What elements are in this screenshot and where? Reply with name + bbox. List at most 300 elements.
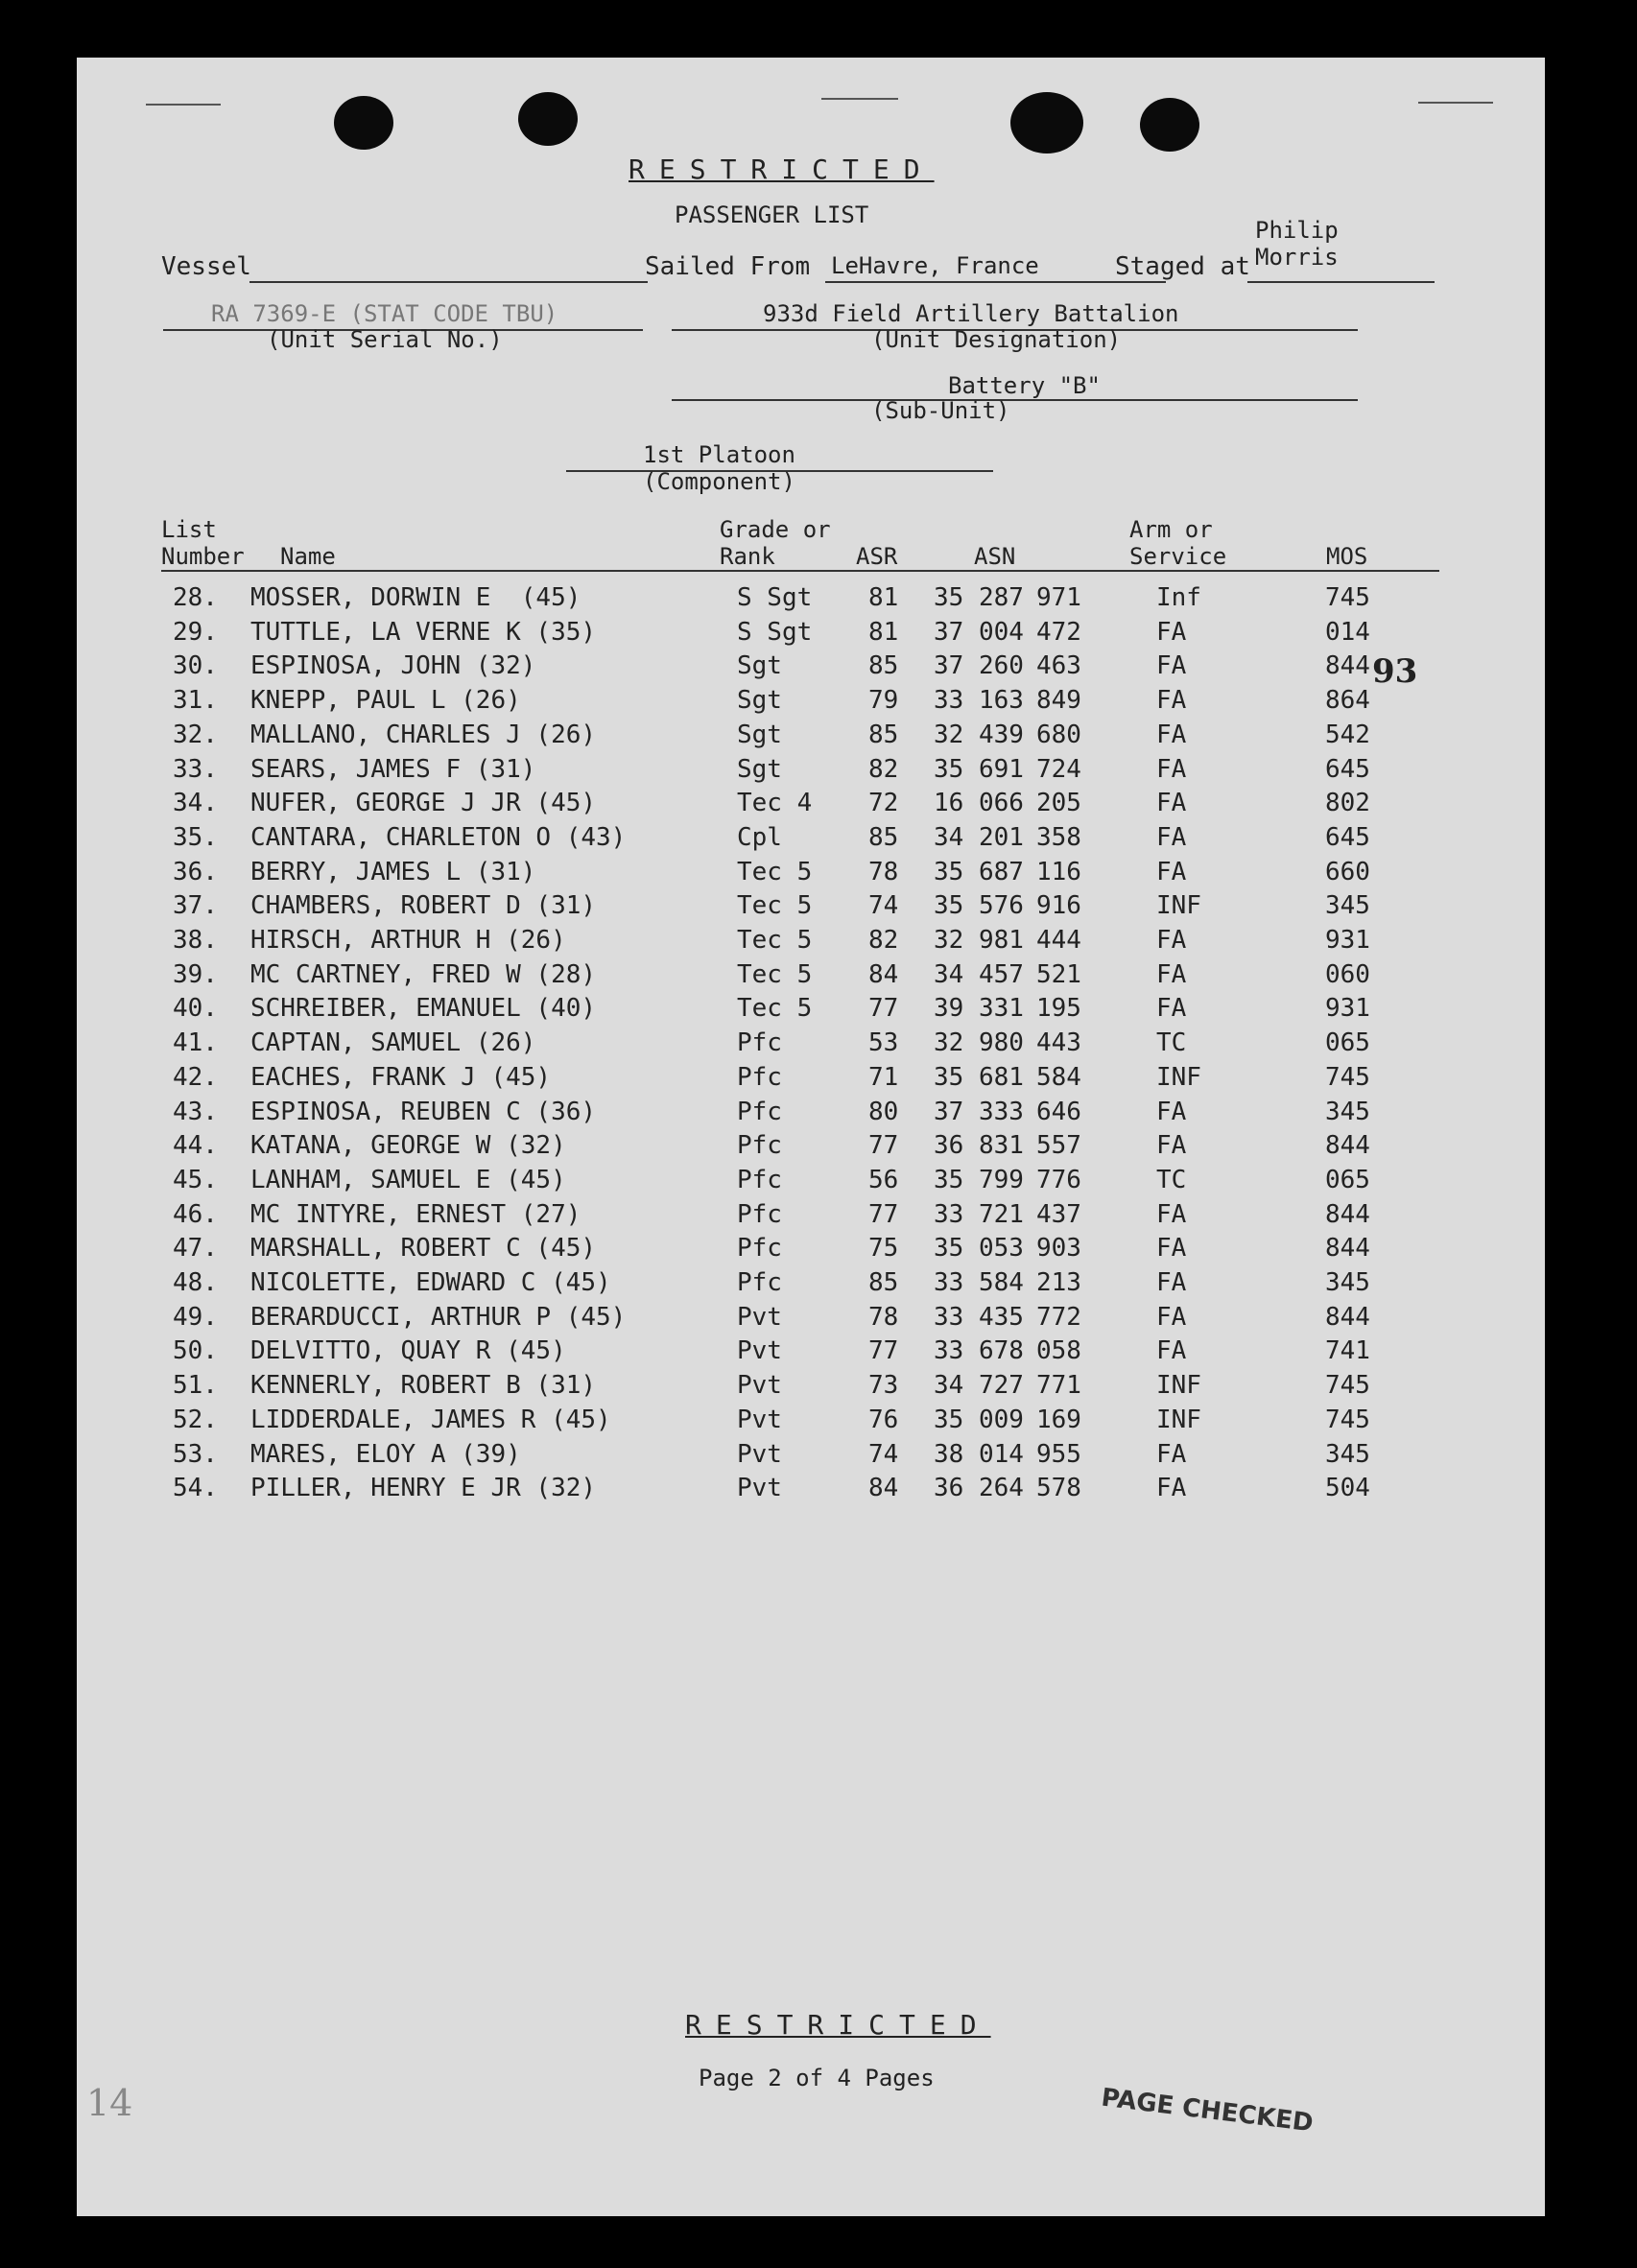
passenger-name: KNEPP, PAUL L (26) [250, 686, 521, 716]
asn-part-1: 33 [934, 1336, 964, 1366]
asn-part-2: 435 [979, 1302, 1024, 1332]
list-number: 39. [173, 959, 218, 989]
punch-dash [146, 104, 221, 106]
mos-code: 345 [1325, 1097, 1370, 1126]
asn-part-3: 578 [1036, 1474, 1081, 1503]
vessel-label: Vessel [161, 252, 251, 281]
passenger-name: DELVITTO, QUAY R (45) [250, 1336, 566, 1366]
mos-code: 844 [1325, 1302, 1370, 1332]
asn-part-3: 849 [1036, 686, 1081, 716]
table-row [77, 755, 1545, 793]
passenger-name: LANHAM, SAMUEL E (45) [250, 1165, 566, 1194]
asr-value: 56 [868, 1165, 899, 1194]
mos-code: 660 [1325, 857, 1370, 886]
punch-hole [1010, 92, 1083, 154]
col-grade-1: Grade or [720, 516, 831, 543]
mos-code: 065 [1325, 1165, 1370, 1194]
grade-rank: Pfc [737, 1199, 782, 1229]
passenger-name: ESPINOSA, JOHN (32) [250, 651, 536, 681]
asn-part-2: 333 [979, 1097, 1024, 1126]
list-number: 54. [173, 1474, 218, 1503]
list-number: 49. [173, 1302, 218, 1332]
component-caption: (Component) [643, 468, 795, 495]
asr-value: 85 [868, 1268, 899, 1297]
asn-part-3: 213 [1036, 1268, 1081, 1297]
passenger-name: BERARDUCCI, ARTHUR P (45) [250, 1302, 627, 1332]
asn-part-2: 681 [979, 1062, 1024, 1092]
punch-hole [334, 96, 393, 150]
passenger-name: MARSHALL, ROBERT C (45) [250, 1234, 597, 1264]
table-row [77, 926, 1545, 964]
asn-part-2: 014 [979, 1439, 1024, 1469]
passenger-name: PILLER, HENRY E JR (32) [250, 1474, 597, 1503]
table-row [77, 721, 1545, 759]
punch-hole [1140, 98, 1199, 152]
asn-part-3: 437 [1036, 1199, 1081, 1229]
arm-service: FA [1156, 651, 1187, 681]
list-number: 52. [173, 1405, 218, 1434]
arm-service: FA [1156, 1302, 1187, 1332]
list-number: 33. [173, 754, 218, 784]
list-number: 41. [173, 1028, 218, 1058]
asn-part-3: 971 [1036, 583, 1081, 612]
grade-rank: Tec 5 [737, 891, 813, 921]
asr-value: 74 [868, 1439, 899, 1469]
asn-part-3: 772 [1036, 1302, 1081, 1332]
arm-service: FA [1156, 720, 1187, 749]
passenger-name: EACHES, FRANK J (45) [250, 1062, 552, 1092]
mos-code: 931 [1325, 926, 1370, 955]
arm-service: FA [1156, 1439, 1187, 1469]
asn-part-3: 724 [1036, 754, 1081, 784]
table-row [77, 823, 1545, 862]
header-rule [161, 570, 1439, 572]
subunit-line [672, 399, 1358, 401]
list-number: 40. [173, 994, 218, 1024]
component-value: 1st Platoon [643, 441, 795, 468]
passenger-list-sheet [77, 58, 1545, 2216]
mos-code: 802 [1325, 789, 1370, 818]
page-of-pages: Page 2 of 4 Pages [699, 2065, 935, 2091]
asn-part-1: 37 [934, 651, 964, 681]
staged-at-value-1: Philip [1255, 217, 1339, 244]
arm-service: FA [1156, 617, 1187, 647]
page-number: 93 [1372, 652, 1418, 691]
asn-part-3: 169 [1036, 1405, 1081, 1434]
asn-part-1: 37 [934, 617, 964, 647]
asr-value: 77 [868, 1131, 899, 1161]
table-row [77, 1371, 1545, 1409]
mos-code: 504 [1325, 1474, 1370, 1503]
table-row [77, 1166, 1545, 1204]
grade-rank: Pfc [737, 1234, 782, 1264]
table-row [77, 651, 1545, 690]
grade-rank: Pvt [737, 1405, 782, 1434]
sailed-field-line [825, 281, 1166, 283]
asn-part-3: 955 [1036, 1439, 1081, 1469]
asr-value: 78 [868, 1302, 899, 1332]
asn-part-1: 33 [934, 686, 964, 716]
mos-code: 065 [1325, 1028, 1370, 1058]
table-row [77, 1474, 1545, 1512]
mos-code: 844 [1325, 1199, 1370, 1229]
asn-part-2: 053 [979, 1234, 1024, 1264]
mos-code: 345 [1325, 891, 1370, 921]
asn-part-3: 771 [1036, 1371, 1081, 1401]
asn-part-1: 37 [934, 1097, 964, 1126]
asn-part-1: 35 [934, 1405, 964, 1434]
passenger-name: ESPINOSA, REUBEN C (36) [250, 1097, 597, 1126]
asn-part-2: 831 [979, 1131, 1024, 1161]
asn-part-2: 260 [979, 651, 1024, 681]
asn-part-3: 358 [1036, 822, 1081, 852]
asn-part-1: 35 [934, 1234, 964, 1264]
unit-serial-caption: (Unit Serial No.) [267, 326, 503, 353]
asr-value: 79 [868, 686, 899, 716]
arm-service: FA [1156, 1336, 1187, 1366]
asr-value: 81 [868, 617, 899, 647]
asn-part-3: 444 [1036, 926, 1081, 955]
table-row [77, 960, 1545, 999]
asn-part-3: 443 [1036, 1028, 1081, 1058]
asn-part-1: 32 [934, 1028, 964, 1058]
passenger-name: LIDDERDALE, JAMES R (45) [250, 1405, 611, 1434]
grade-rank: Sgt [737, 720, 782, 749]
asn-part-3: 521 [1036, 959, 1081, 989]
asn-part-3: 680 [1036, 720, 1081, 749]
mos-code: 345 [1325, 1268, 1370, 1297]
asr-value: 77 [868, 994, 899, 1024]
asr-value: 74 [868, 891, 899, 921]
passenger-name: KENNERLY, ROBERT B (31) [250, 1371, 597, 1401]
mos-code: 745 [1325, 583, 1370, 612]
asn-part-2: 727 [979, 1371, 1024, 1401]
passenger-name: NUFER, GEORGE J JR (45) [250, 789, 597, 818]
asr-value: 81 [868, 583, 899, 612]
list-number: 46. [173, 1199, 218, 1229]
asr-value: 77 [868, 1199, 899, 1229]
asn-part-2: 584 [979, 1268, 1024, 1297]
grade-rank: S Sgt [737, 617, 813, 647]
asn-part-2: 678 [979, 1336, 1024, 1366]
asn-part-1: 35 [934, 857, 964, 886]
passenger-name: MALLANO, CHARLES J (26) [250, 720, 597, 749]
list-number: 43. [173, 1097, 218, 1126]
asn-part-2: 201 [979, 822, 1024, 852]
arm-service: Inf [1156, 583, 1201, 612]
table-row [77, 1098, 1545, 1136]
list-number: 45. [173, 1165, 218, 1194]
passenger-name: CHAMBERS, ROBERT D (31) [250, 891, 597, 921]
punch-hole [518, 92, 578, 146]
staged-at-label: Staged at [1115, 252, 1250, 281]
arm-service: INF [1156, 891, 1201, 921]
asn-part-3: 646 [1036, 1097, 1081, 1126]
subunit-caption: (Sub-Unit) [871, 397, 1010, 424]
asn-part-2: 721 [979, 1199, 1024, 1229]
passenger-name: MARES, ELOY A (39) [250, 1439, 521, 1469]
table-row [77, 1336, 1545, 1375]
asn-part-1: 35 [934, 1165, 964, 1194]
asn-part-2: 981 [979, 926, 1024, 955]
arm-service: FA [1156, 754, 1187, 784]
col-list-number-2: Number [161, 543, 245, 570]
table-row [77, 994, 1545, 1032]
grade-rank: Tec 4 [737, 789, 813, 818]
unit-designation-caption: (Unit Designation) [871, 326, 1122, 353]
mos-code: 844 [1325, 1131, 1370, 1161]
passenger-name: NICOLETTE, EDWARD C (45) [250, 1268, 611, 1297]
grade-rank: Tec 5 [737, 926, 813, 955]
passenger-name: BERRY, JAMES L (31) [250, 857, 536, 886]
handwritten-mark: 14 [86, 2082, 133, 2124]
list-number: 36. [173, 857, 218, 886]
asn-part-3: 472 [1036, 617, 1081, 647]
table-row [77, 1303, 1545, 1341]
mos-code: 844 [1325, 1234, 1370, 1264]
arm-service: TC [1156, 1165, 1187, 1194]
asn-part-3: 058 [1036, 1336, 1081, 1366]
table-row [77, 858, 1545, 896]
mos-code: 345 [1325, 1439, 1370, 1469]
asr-value: 76 [868, 1405, 899, 1434]
col-grade-2: Rank [720, 543, 775, 570]
passenger-name: MC CARTNEY, FRED W (28) [250, 959, 597, 989]
asn-part-2: 687 [979, 857, 1024, 886]
asn-part-1: 38 [934, 1439, 964, 1469]
table-row [77, 1406, 1545, 1444]
col-name: Name [280, 543, 336, 570]
asr-value: 71 [868, 1062, 899, 1092]
asn-part-3: 116 [1036, 857, 1081, 886]
asn-part-3: 584 [1036, 1062, 1081, 1092]
arm-service: FA [1156, 994, 1187, 1024]
asn-part-2: 004 [979, 617, 1024, 647]
list-number: 31. [173, 686, 218, 716]
grade-rank: Pfc [737, 1097, 782, 1126]
asr-value: 75 [868, 1234, 899, 1264]
table-row [77, 789, 1545, 827]
table-row [77, 1131, 1545, 1169]
asn-part-2: 009 [979, 1405, 1024, 1434]
asr-value: 82 [868, 926, 899, 955]
arm-service: TC [1156, 1028, 1187, 1058]
passenger-name: MC INTYRE, ERNEST (27) [250, 1199, 581, 1229]
mos-code: 745 [1325, 1371, 1370, 1401]
asn-part-3: 195 [1036, 994, 1081, 1024]
passenger-name: CAPTAN, SAMUEL (26) [250, 1028, 536, 1058]
asn-part-2: 163 [979, 686, 1024, 716]
grade-rank: Pvt [737, 1302, 782, 1332]
asn-part-1: 34 [934, 1371, 964, 1401]
asn-part-2: 576 [979, 891, 1024, 921]
passenger-list-title: PASSENGER LIST [675, 201, 869, 228]
mos-code: 844 [1325, 651, 1370, 681]
arm-service: FA [1156, 1131, 1187, 1161]
col-asn: ASN [974, 543, 1016, 570]
asn-part-2: 331 [979, 994, 1024, 1024]
table-row [77, 1234, 1545, 1272]
passenger-name: SEARS, JAMES F (31) [250, 754, 536, 784]
asn-part-3: 557 [1036, 1131, 1081, 1161]
subunit-value: Battery "B" [948, 372, 1101, 399]
arm-service: FA [1156, 959, 1187, 989]
asn-part-1: 36 [934, 1474, 964, 1503]
asr-value: 85 [868, 720, 899, 749]
asr-value: 82 [868, 754, 899, 784]
grade-rank: Pvt [737, 1474, 782, 1503]
arm-service: INF [1156, 1062, 1201, 1092]
list-number: 29. [173, 617, 218, 647]
table-row [77, 1440, 1545, 1478]
asn-part-2: 264 [979, 1474, 1024, 1503]
staged-field-line [1247, 281, 1435, 283]
grade-rank: Sgt [737, 686, 782, 716]
asn-part-1: 35 [934, 1062, 964, 1092]
asn-part-1: 35 [934, 583, 964, 612]
grade-rank: Cpl [737, 822, 782, 852]
asn-part-2: 439 [979, 720, 1024, 749]
staged-at-value-2: Morris [1255, 244, 1339, 271]
grade-rank: Pfc [737, 1165, 782, 1194]
grade-rank: Tec 5 [737, 994, 813, 1024]
punch-dash [821, 98, 898, 100]
asn-part-2: 980 [979, 1028, 1024, 1058]
restricted-title: RESTRICTED [629, 154, 935, 185]
mos-code: 060 [1325, 959, 1370, 989]
asr-value: 53 [868, 1028, 899, 1058]
list-number: 34. [173, 789, 218, 818]
table-row [77, 1200, 1545, 1239]
asn-part-1: 35 [934, 754, 964, 784]
arm-service: FA [1156, 857, 1187, 886]
grade-rank: Pvt [737, 1439, 782, 1469]
asn-part-3: 776 [1036, 1165, 1081, 1194]
arm-service: FA [1156, 822, 1187, 852]
asn-part-1: 35 [934, 891, 964, 921]
arm-service: FA [1156, 926, 1187, 955]
col-asr: ASR [856, 543, 898, 570]
asr-value: 78 [868, 857, 899, 886]
mos-code: 014 [1325, 617, 1370, 647]
arm-service: INF [1156, 1405, 1201, 1434]
grade-rank: Tec 5 [737, 959, 813, 989]
grade-rank: Pvt [737, 1371, 782, 1401]
sailed-from-value: LeHavre, France [831, 252, 1039, 279]
asn-part-1: 39 [934, 994, 964, 1024]
list-number: 53. [173, 1439, 218, 1469]
asr-value: 73 [868, 1371, 899, 1401]
restricted-footer: RESTRICTED [685, 2009, 991, 2041]
arm-service: FA [1156, 1474, 1187, 1503]
asn-part-1: 32 [934, 926, 964, 955]
table-row [77, 891, 1545, 930]
grade-rank: Pvt [737, 1336, 782, 1366]
grade-rank: Pfc [737, 1028, 782, 1058]
list-number: 38. [173, 926, 218, 955]
asn-part-3: 916 [1036, 891, 1081, 921]
col-arm-2: Service [1129, 543, 1227, 570]
list-number: 35. [173, 822, 218, 852]
asn-part-1: 36 [934, 1131, 964, 1161]
asn-part-1: 34 [934, 959, 964, 989]
arm-service: FA [1156, 1234, 1187, 1264]
passenger-name: TUTTLE, LA VERNE K (35) [250, 617, 597, 647]
asr-value: 85 [868, 822, 899, 852]
list-number: 47. [173, 1234, 218, 1264]
table-row [77, 1028, 1545, 1067]
grade-rank: Pfc [737, 1268, 782, 1297]
unit-serial-value: RA 7369-E (STAT CODE TBU) [211, 300, 558, 327]
unit-designation-value: 933d Field Artillery Battalion [763, 300, 1179, 327]
list-number: 37. [173, 891, 218, 921]
table-row [77, 1063, 1545, 1101]
mos-code: 645 [1325, 822, 1370, 852]
grade-rank: S Sgt [737, 583, 813, 612]
passenger-name: KATANA, GEORGE W (32) [250, 1131, 566, 1161]
passenger-name: CANTARA, CHARLETON O (43) [250, 822, 627, 852]
arm-service: FA [1156, 1268, 1187, 1297]
col-mos: MOS [1326, 543, 1368, 570]
list-number: 44. [173, 1131, 218, 1161]
table-row [77, 618, 1545, 656]
asr-value: 77 [868, 1336, 899, 1366]
asr-value: 80 [868, 1097, 899, 1126]
vessel-field-line [249, 281, 648, 283]
passenger-name: SCHREIBER, EMANUEL (40) [250, 994, 597, 1024]
mos-code: 542 [1325, 720, 1370, 749]
grade-rank: Pfc [737, 1131, 782, 1161]
grade-rank: Pfc [737, 1062, 782, 1092]
asn-part-2: 691 [979, 754, 1024, 784]
asn-part-2: 457 [979, 959, 1024, 989]
list-number: 32. [173, 720, 218, 749]
arm-service: FA [1156, 789, 1187, 818]
mos-code: 645 [1325, 754, 1370, 784]
arm-service: INF [1156, 1371, 1201, 1401]
asr-value: 84 [868, 1474, 899, 1503]
asn-part-1: 32 [934, 720, 964, 749]
page-checked-stamp: PAGE CHECKED [1099, 2083, 1316, 2138]
list-number: 51. [173, 1371, 218, 1401]
asn-part-1: 34 [934, 822, 964, 852]
asn-part-2: 799 [979, 1165, 1024, 1194]
asn-part-1: 33 [934, 1268, 964, 1297]
mos-code: 931 [1325, 994, 1370, 1024]
asn-part-3: 903 [1036, 1234, 1081, 1264]
table-row [77, 686, 1545, 724]
mos-code: 741 [1325, 1336, 1370, 1366]
list-number: 28. [173, 583, 218, 612]
asn-part-3: 205 [1036, 789, 1081, 818]
mos-code: 745 [1325, 1405, 1370, 1434]
table-row [77, 1268, 1545, 1307]
col-arm-1: Arm or [1129, 516, 1213, 543]
grade-rank: Sgt [737, 754, 782, 784]
arm-service: FA [1156, 686, 1187, 716]
col-list-number-1: List [161, 516, 217, 543]
table-row [77, 583, 1545, 622]
asn-part-3: 463 [1036, 651, 1081, 681]
asn-part-1: 16 [934, 789, 964, 818]
passenger-name: MOSSER, DORWIN E (45) [250, 583, 581, 612]
arm-service: FA [1156, 1199, 1187, 1229]
sailed-from-label: Sailed From [645, 252, 811, 281]
mos-code: 864 [1325, 686, 1370, 716]
grade-rank: Tec 5 [737, 857, 813, 886]
asr-value: 84 [868, 959, 899, 989]
punch-dash [1418, 102, 1493, 104]
